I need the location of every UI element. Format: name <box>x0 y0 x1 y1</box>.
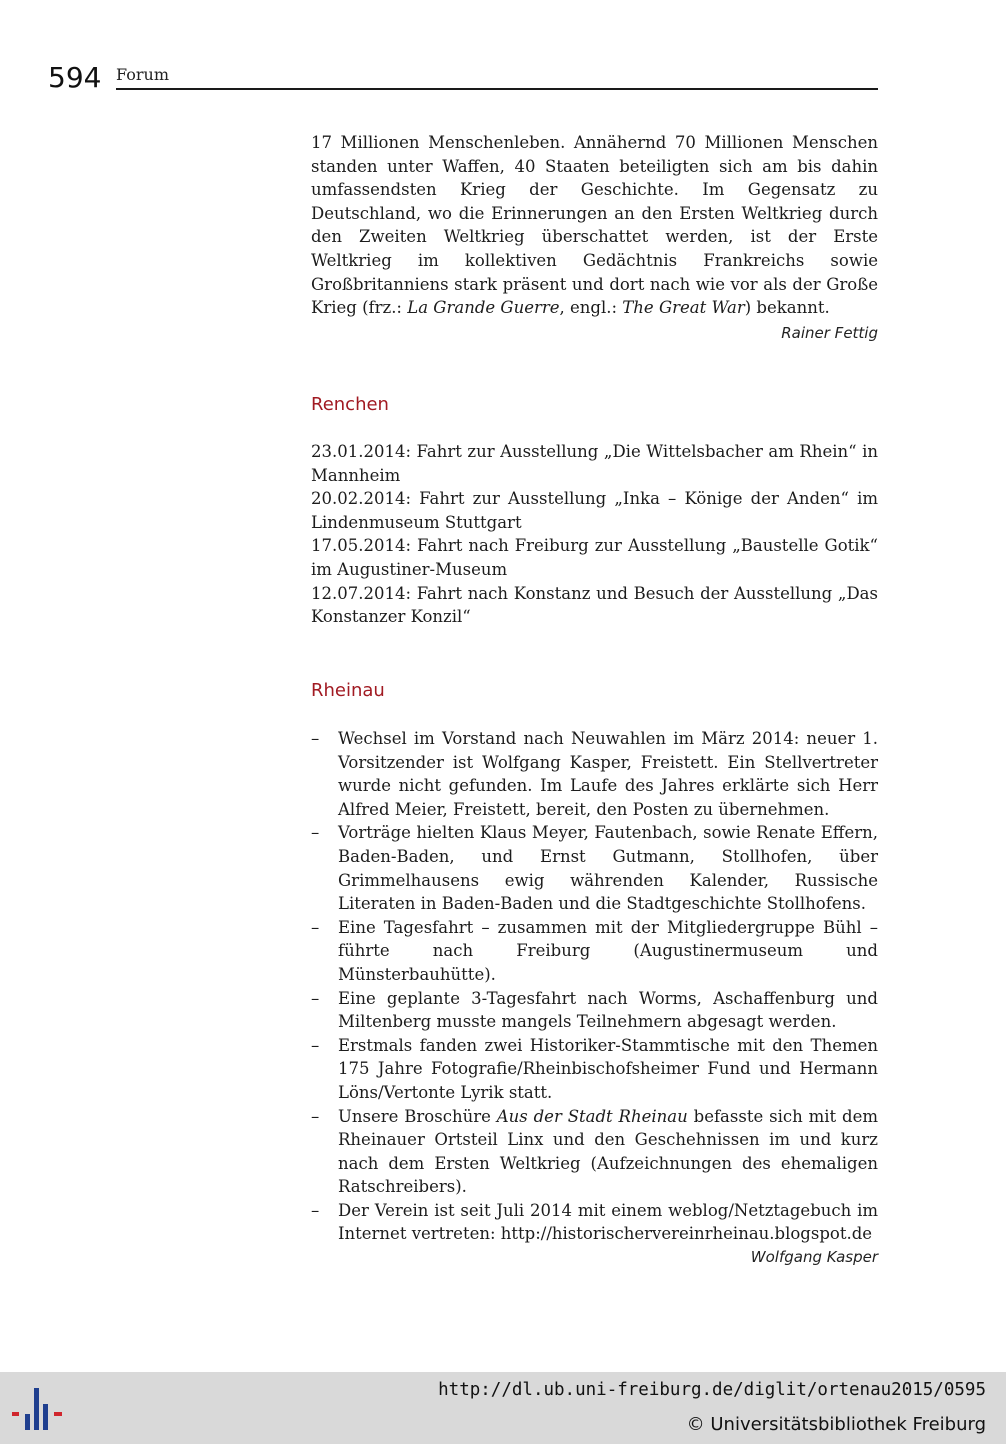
item-text: Wechsel im Vorstand nach Neuwahlen im März 2014: neuer 1. Vorsitzender ist Wolfgang Kasper, Freistett. Ein Stellvertreter wurde nicht gefunden. Im Laufe des Jahres erklärte sich Herr Alfred Meier, Freistett, bereit, den Posten zu übernehmen. <box>338 729 878 819</box>
intro-paragraph <box>311 131 878 320</box>
item-text: Erstmals fanden zwei Historiker-Stammtische mit den Themen 175 Jahre Fotografie/Rheinbischofsheimer Fund und Hermann Löns/Vertonte Lyrik statt. <box>338 1035 878 1102</box>
list-item <box>311 987 878 1034</box>
dash-bullet: – <box>311 823 320 843</box>
entry-text: Fahrt nach Konstanz und Besuch der Ausstellung „Das Konstanzer Konzil“ <box>311 583 878 627</box>
list-item <box>311 1199 878 1246</box>
dash-bullet: – <box>311 1200 320 1220</box>
entry-text: Fahrt zur Ausstellung „Inka – Könige der Anden“ im Lindenmuseum Stuttgart <box>311 489 878 532</box>
renchen-entry <box>311 534 878 581</box>
list-item <box>311 727 878 821</box>
item-text: Unsere Broschüre <box>338 1106 497 1126</box>
dash-bullet: – <box>311 1106 320 1126</box>
rheinau-section <box>311 727 878 1268</box>
intro-author: Rainer Fettig <box>781 323 878 342</box>
page-number: 594 <box>48 61 102 94</box>
renchen-entry <box>311 582 878 629</box>
item-text: befasste sich mit dem Rheinauer Ortsteil Linx und den Geschehnissen im und kurz nach dem Ersten Weltkrieg (Aufzeichnungen des ehemaligen Ratschreibers). <box>338 1106 878 1197</box>
item-text: Vorträge hielten Klaus Meyer, Fautenbach, sowie Renate Effern, Baden-Baden, und Ernst Gutmann, Stollhofen, über Grimmelhausens ewig währenden Kalender, Russische Literaten in Baden-Baden und die Stadtgeschichte Stollhofens. <box>338 823 878 914</box>
dash-bullet: – <box>311 988 320 1008</box>
intro-text-1: 17 Millionen Menschenleben. Annähernd 70 Millionen Menschen standen unter Waffen, 40 Staaten beteiligten sich am bis dahin umfassendsten Krieg der Geschichte. Im Gegensatz zu Deutschland, wo die Erinnerungen an den Ersten Weltkrieg durch den Zweiten Weltkrieg überschattet werden, ist der Erste Weltkrieg im kollektiven Gedächtnis Frankreichs sowie Großbritanniens stark präsent und dort nach wie vor als der Große Krieg (frz.: <box>311 133 878 318</box>
dash-bullet: – <box>311 917 320 937</box>
item-text: Der Verein ist seit Juli 2014 mit einem weblog/Netztagebuch im Internet vertreten: http://historischervereinrheinau.blogspot.de <box>338 1200 878 1244</box>
list-item <box>311 1105 878 1199</box>
intro-text-2: , engl.: <box>559 298 623 318</box>
entry-date: 12.07.2014: <box>311 583 412 603</box>
entry-text: Fahrt nach Freiburg zur Ausstellung „Baustelle Gotik“ im Augustiner-Museum <box>311 536 878 579</box>
section-title-renchen: Renchen <box>311 394 389 415</box>
renchen-entry <box>311 440 878 487</box>
dash-bullet: – <box>311 1035 320 1055</box>
renchen-entry <box>311 487 878 534</box>
entry-date: 20.02.2014: <box>311 489 412 509</box>
footer-copyright: © Universitätsbibliothek Freiburg <box>686 1414 986 1435</box>
footer-url-link[interactable]: http://dl.ub.uni-freiburg.de/diglit/ortenau2015/0595 <box>438 1380 986 1400</box>
item-text: Eine geplante 3-Tagesfahrt nach Worms, Aschaffenburg und Miltenberg musste mangels Teilnehmern abgesagt werden. <box>338 988 878 1032</box>
list-item <box>311 916 878 987</box>
item-text: Eine Tagesfahrt – zusammen mit der Mitgliedergruppe Bühl – führte nach Freiburg (Augustinermuseum und Münsterbauhütte). <box>338 917 878 984</box>
rheinau-list <box>311 727 878 1246</box>
entry-date: 23.01.2014: <box>311 442 412 461</box>
intro-italic-1: La Grande Guerre <box>407 298 560 318</box>
running-head: Forum <box>116 65 169 84</box>
entry-text: Fahrt zur Ausstellung „Die Wittelsbacher am Rhein“ in Mannheim <box>311 442 878 485</box>
list-item <box>311 821 878 915</box>
entry-date: 17.05.2014: <box>311 536 412 556</box>
intro-text-3: ) bekannt. <box>744 298 830 318</box>
intro-section <box>311 131 878 344</box>
library-logo-icon <box>12 1384 64 1434</box>
intro-italic-2: The Great War <box>622 298 745 318</box>
renchen-list <box>311 440 878 629</box>
item-italic-title: Aus der Stadt Rheinau <box>496 1106 688 1126</box>
list-item <box>311 1034 878 1105</box>
footer-bar <box>0 1372 1006 1444</box>
header-rule <box>116 88 878 90</box>
rheinau-author: Wolfgang Kasper <box>750 1248 878 1267</box>
dash-bullet: – <box>311 729 320 748</box>
section-title-rheinau: Rheinau <box>311 680 385 701</box>
